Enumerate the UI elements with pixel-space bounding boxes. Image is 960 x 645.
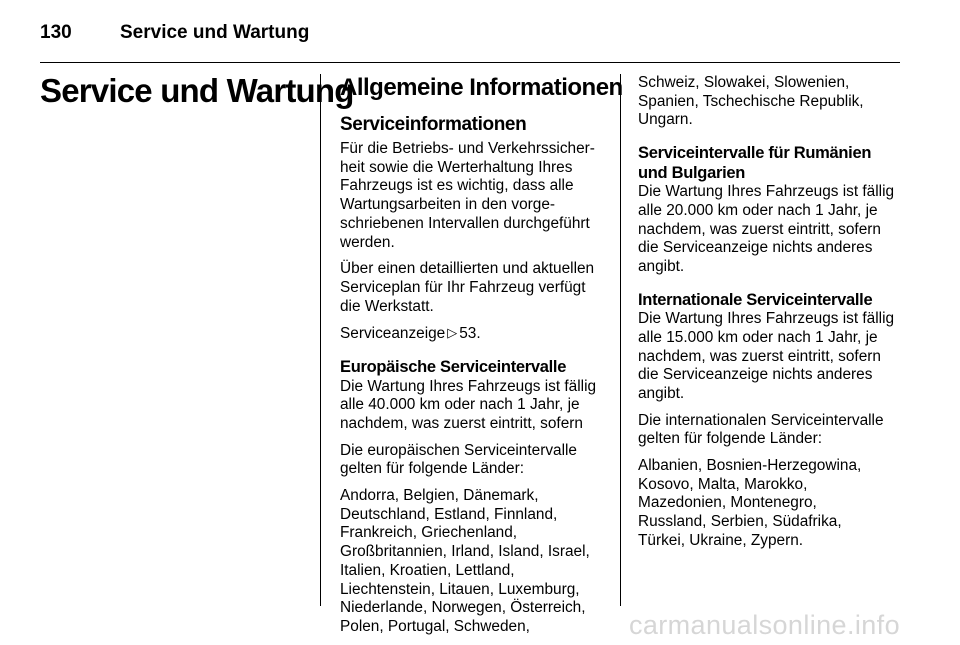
chapter-title: Service und Wartung (40, 72, 354, 109)
page-header (40, 20, 309, 46)
reference-label: Serviceanzeige (340, 325, 446, 343)
page-reference-arrow-icon: ▷ (447, 325, 458, 341)
section-title: Serviceinformationen (340, 114, 527, 135)
column-divider-right (620, 74, 621, 606)
paragraph: Die Wartung Ihres Fahrzeugs ist fällig alle 15.000 km oder nach 1 Jahr, je nachdem, was zuerst eintritt, sofern die Serviceanzeige nichts anderes angibt. (638, 310, 895, 402)
subsection-title: Europäische Serviceintervalle (340, 358, 567, 377)
paragraph: Albanien, Bosnien-Herzegowina, Kosovo, Malta, Marokko, Mazedonien, Montenegro, Russland, Serbien, Südafrika, Türkei, Ukraine, Zypern. (638, 457, 862, 549)
section-heading: Allgemeine Informationen (340, 74, 623, 101)
paragraph: Die internationalen Serviceintervalle gelten für folgende Länder: (638, 411, 884, 448)
subsection-title: Internationale Serviceintervalle (638, 290, 873, 309)
paragraph: Die Wartung Ihres Fahrzeugs ist fällig alle 40.000 km oder nach 1 Jahr, je nachdem, was zuerst eintritt, sofern (340, 377, 597, 432)
reference-page: 53. (459, 325, 481, 343)
column-divider-left (320, 74, 321, 606)
paragraph: Die europäischen Serviceintervalle gelten für folgende Länder: (340, 441, 577, 478)
text-column-2 (638, 74, 908, 559)
paragraph: Die Wartung Ihres Fahrzeugs ist fällig alle 20.000 km oder nach 1 Jahr, je nachdem, was zuerst eintritt, sofern die Serviceanzeige nichts anderes angibt. (638, 183, 895, 275)
paragraph: Für die Betriebs- und Verkehrssicher- heit sowie die Werterhaltung Ihres Fahrzeugs ist es wichtig, dass alle Wartungsarbeiten in den vorge- schriebenen Intervallen durchgeführt werden. (340, 140, 595, 251)
paragraph: Schweiz, Slowakei, Slowenien, Spanien, Tschechische Republik, Ungarn. (638, 74, 864, 129)
text-column-1 (340, 74, 623, 645)
subsection-title: Serviceintervalle für Rumänien und Bulgarien (638, 144, 872, 182)
page-number: 130 (40, 22, 72, 43)
running-title: Service und Wartung (120, 22, 310, 43)
paragraph: Über einen detaillierten und aktuellen Serviceplan für Ihr Fahrzeug verfügt die Werkstatt. (340, 260, 595, 315)
header-rule (40, 62, 900, 63)
paragraph: Andorra, Belgien, Dänemark, Deutschland, Estland, Finnland, Frankreich, Griechenland, Großbritannien, Irland, Island, Israel, Italien, Kroatien, Lettland, Liechtenstein, Litauen, Luxemburg, Niederlande, Norwegen, Österreich, Polen, Portugal, Schweden, (340, 487, 590, 635)
watermark: carmanualsonline.info (628, 610, 900, 640)
page-reference (340, 324, 610, 344)
